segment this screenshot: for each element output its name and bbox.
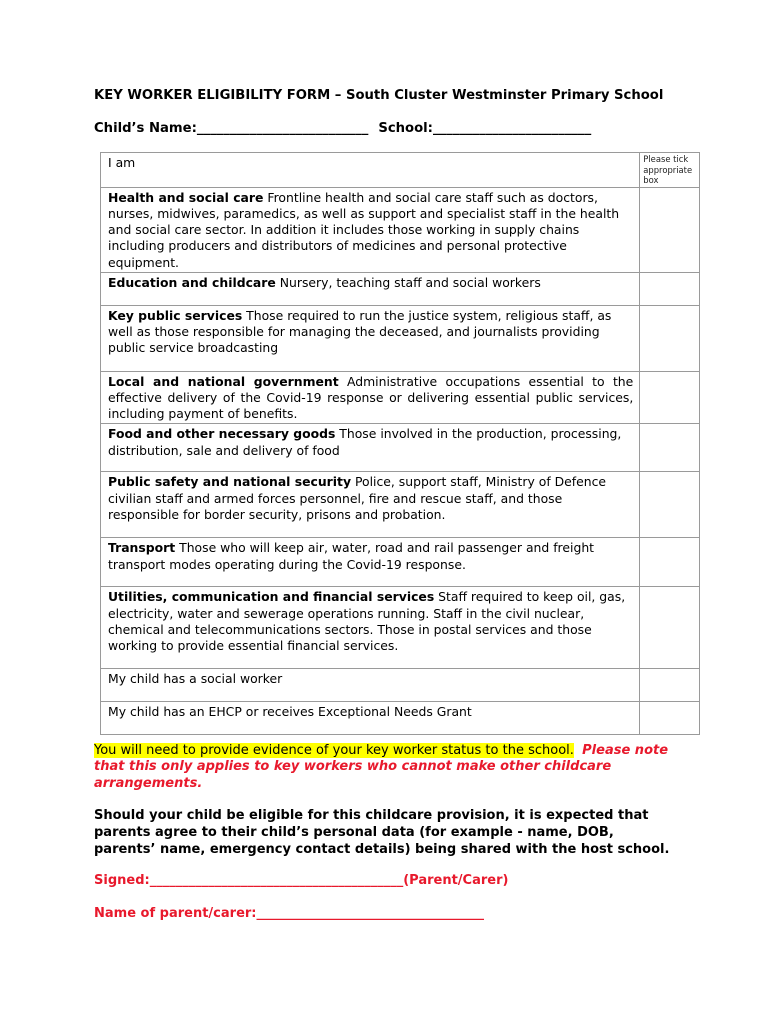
parent-name-field[interactable]: Name of parent/carer:___________________________________ (94, 906, 484, 921)
tick-box-health[interactable] (640, 187, 700, 272)
row-public-safety: Public safety and national security Police, support staff, Ministry of Defence civilian staff and armed forces personnel, fire and rescue staff, and those responsible for border security, prisons and probation. (101, 472, 640, 538)
tick-box-food[interactable] (640, 424, 700, 472)
row-ehcp: My child has an EHCP or receives Exceptional Needs Grant (101, 702, 640, 735)
tick-box-transport[interactable] (640, 538, 700, 587)
row-food-goods: Food and other necessary goods Those involved in the production, processing, distribution, sale and delivery of food (101, 424, 640, 472)
tick-box-public-safety[interactable] (640, 472, 700, 538)
evidence-notice (94, 743, 674, 792)
table-intro: I am (101, 153, 640, 188)
eligibility-table (100, 152, 700, 735)
school-field[interactable]: School:________________________ (378, 121, 592, 136)
key-worker-note: Please note that this only applies to key workers who cannot make other childcare arrangements. (94, 743, 669, 791)
child-school-line (94, 121, 591, 136)
signature-field[interactable]: Signed:_______________________________________(Parent/Carer) (94, 873, 509, 888)
row-key-public-services: Key public services Those required to run the justice system, religious staff, as well as those responsible for managing the deceased, and journalists providing public service broadcasting (101, 305, 640, 371)
row-local-national-government: Local and national government Administrative occupations essential to the effective delivery of the Covid-19 response or delivering essential public services, including payment of benefits. (101, 371, 640, 424)
row-social-worker: My child has a social worker (101, 669, 640, 702)
row-transport: Transport Those who will keep air, water, road and rail passenger and freight transport modes operating during the Covid-19 response. (101, 538, 640, 587)
tick-box-ehcp[interactable] (640, 702, 700, 735)
row-health-social-care: Health and social care Frontline health and social care staff such as doctors, nurses, midwives, paramedics, as well as support and specialist staff in the health and social care sector. In addition it includes those working in supply chains including producers and distributors of medicines and personal protective equipment. (101, 187, 640, 272)
tick-box-utilities[interactable] (640, 587, 700, 669)
row-education-childcare: Education and childcare Nursery, teaching staff and social workers (101, 272, 640, 305)
child-name-field[interactable]: Child’s Name:__________________________ (94, 121, 369, 136)
data-consent-paragraph: Should your child be eligible for this childcare provision, it is expected that parents agree to their child’s personal data (for example - name, DOB, parents’ name, emergency contact details) being shared with the host school. (94, 808, 670, 857)
row-utilities: Utilities, communication and financial services Staff required to keep oil, gas, electricity, water and sewerage operations running. Staff in the civil nuclear, chemical and telecommunications sectors. Those in postal services and those working to provide essential financial services. (101, 587, 640, 669)
tick-box-government[interactable] (640, 371, 700, 424)
tick-box-education[interactable] (640, 272, 700, 305)
tick-header: Please tick appropriate box (640, 153, 700, 188)
tick-box-public-services[interactable] (640, 305, 700, 371)
form-title: KEY WORKER ELIGIBILITY FORM – South Cluster Westminster Primary School (94, 88, 664, 103)
evidence-highlight: You will need to provide evidence of your key worker status to the school. (94, 743, 574, 758)
tick-box-social-worker[interactable] (640, 669, 700, 702)
